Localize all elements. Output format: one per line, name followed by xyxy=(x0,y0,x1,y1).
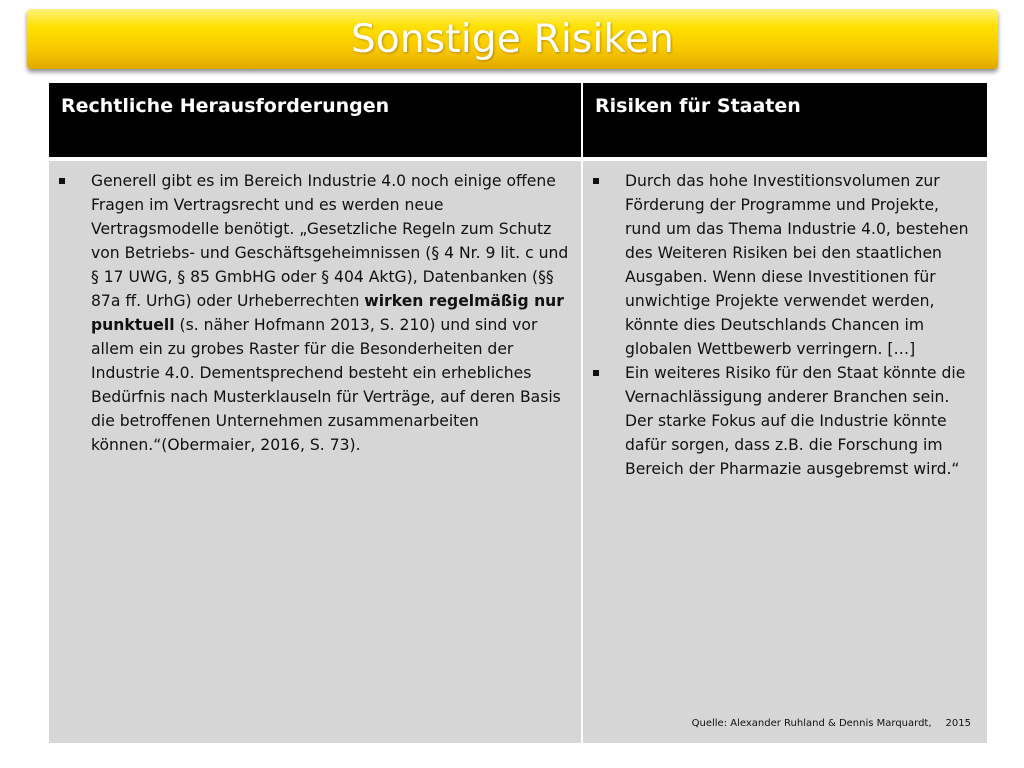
title-banner xyxy=(27,9,998,69)
column-header-legal: Rechtliche Herausforderungen xyxy=(49,83,581,159)
source-year: 2015 xyxy=(945,718,971,729)
column-header-state: Risiken für Staaten xyxy=(583,83,987,159)
risk-table xyxy=(49,83,987,743)
square-bullet-icon xyxy=(59,178,65,184)
legal-text-part2: (s. näher Hofmann 2013, S. 210) und sind vor allem ein zu grobes Raster für die Besonderheiten der Industrie 4.0. Dementsprechend besteht ein erhebliches Bedürfnis nach Musterklauseln für Verträge, auf deren Basis die betroffenen Unternehmen zusammenarbeiten können.“(Obermaier, 2016, S. 73). xyxy=(91,316,561,454)
legal-bullet-list xyxy=(59,169,571,457)
page-title: Sonstige Risiken xyxy=(350,16,675,62)
source-citation xyxy=(692,718,971,729)
square-bullet-icon xyxy=(593,370,599,376)
state-bullet-list xyxy=(593,169,977,481)
column-state-risks xyxy=(583,83,987,743)
column-body-state xyxy=(583,161,987,743)
list-item xyxy=(593,169,977,361)
source-label: Quelle: Alexander Ruhland & Dennis Marquardt, xyxy=(691,718,932,729)
list-item xyxy=(59,169,571,457)
column-body-legal xyxy=(49,161,581,743)
column-legal-challenges xyxy=(49,83,581,743)
state-text-2: Ein weiteres Risiko für den Staat könnte die Vernachlässigung anderer Branchen sein. Der starke Fokus auf die Industrie könnte dafür sorgen, dass z.B. die Forschung im Bereich der Pharmazie ausgebremst wird.“ xyxy=(625,364,966,478)
legal-text-part1: Generell gibt es im Bereich Industrie 4.0 noch einige offene Fragen im Vertragsrecht und es werden neue Vertragsmodelle benötigt. „Gesetzliche Regeln zum Schutz von Betriebs- und Geschäftsgeheimnissen (§ 4 Nr. 9 lit. c und § 17 UWG, § 85 GmbHG oder § 404 AktG), Datenbanken (§§ 87a ff. UrhG) oder Urheberrechten xyxy=(91,172,569,310)
legal-text-bold: wirken regelmäßig nur punktuell xyxy=(91,292,564,334)
square-bullet-icon xyxy=(593,178,599,184)
state-text-1: Durch das hohe Investitionsvolumen zur Förderung der Programme und Projekte, rund um das Thema Industrie 4.0, bestehen des Weiteren Risiken bei den staatlichen Ausgaben. Wenn diese Investitionen für unwichtige Projekte verwendet werden, könnte dies Deutschlands Chancen im globalen Wettbewerb verringern. […] xyxy=(625,172,969,358)
list-item xyxy=(593,361,977,481)
